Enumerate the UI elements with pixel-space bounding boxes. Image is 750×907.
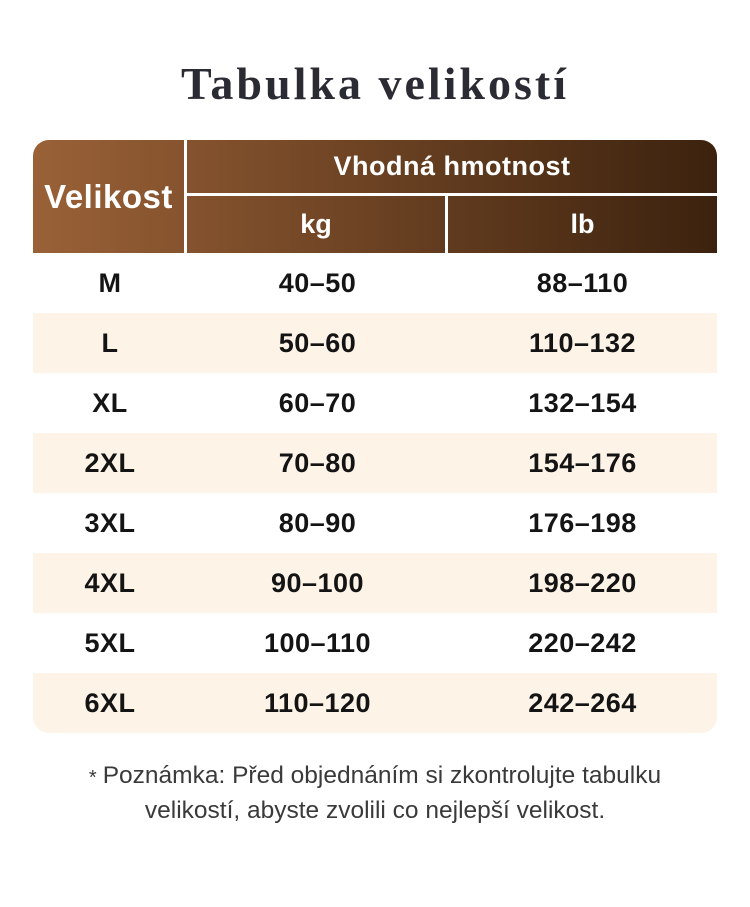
table-row xyxy=(33,313,717,373)
size-table xyxy=(33,140,717,733)
lb-cell: 220–242 xyxy=(528,627,637,658)
size-cell: 2XL xyxy=(84,447,136,478)
table-row xyxy=(33,373,717,433)
lb-cell: 110–132 xyxy=(528,327,637,358)
size-table-header xyxy=(33,140,717,253)
footnote xyxy=(0,759,750,827)
size-cell: 6XL xyxy=(84,687,136,718)
size-cell: 3XL xyxy=(84,507,136,538)
table-row xyxy=(33,493,717,553)
table-row xyxy=(33,673,717,733)
size-cell: 5XL xyxy=(84,627,136,658)
header-lb-label: lb xyxy=(570,209,595,239)
kg-cell: 40–50 xyxy=(278,267,357,298)
kg-cell: 100–110 xyxy=(263,627,372,658)
header-size-label: Velikost xyxy=(33,140,187,253)
lb-cell: 242–264 xyxy=(528,687,637,718)
size-cell: L xyxy=(101,327,119,358)
header-weight-label: Vhodná hmotnost xyxy=(187,140,717,196)
table-row xyxy=(33,613,717,673)
table-row xyxy=(33,553,717,613)
page-title: Tabulka velikostí xyxy=(180,58,570,109)
footnote-line1: Poznámka: Před objednáním si zkontrolujte tabulku xyxy=(102,762,662,789)
footnote-line2: velikostí, abyste zvolili co nejlepší velikost. xyxy=(144,797,606,824)
size-cell: 4XL xyxy=(84,567,136,598)
header-kg-label: kg xyxy=(187,196,448,253)
table-row xyxy=(33,433,717,493)
size-cell: XL xyxy=(92,387,128,418)
size-table-body xyxy=(33,253,717,733)
kg-cell: 90–100 xyxy=(270,567,365,598)
kg-cell: 80–90 xyxy=(278,507,357,538)
lb-cell: 176–198 xyxy=(528,507,637,538)
kg-cell: 110–120 xyxy=(263,687,372,718)
lb-cell: 88–110 xyxy=(536,267,629,298)
kg-cell: 50–60 xyxy=(278,327,357,358)
lb-cell: 198–220 xyxy=(528,567,637,598)
kg-cell: 60–70 xyxy=(278,387,357,418)
lb-cell: 154–176 xyxy=(528,447,637,478)
kg-cell: 70–80 xyxy=(278,447,357,478)
lb-cell: 132–154 xyxy=(528,387,637,418)
size-cell: M xyxy=(98,267,122,298)
asterisk-icon: * xyxy=(88,767,97,789)
table-row xyxy=(33,253,717,313)
